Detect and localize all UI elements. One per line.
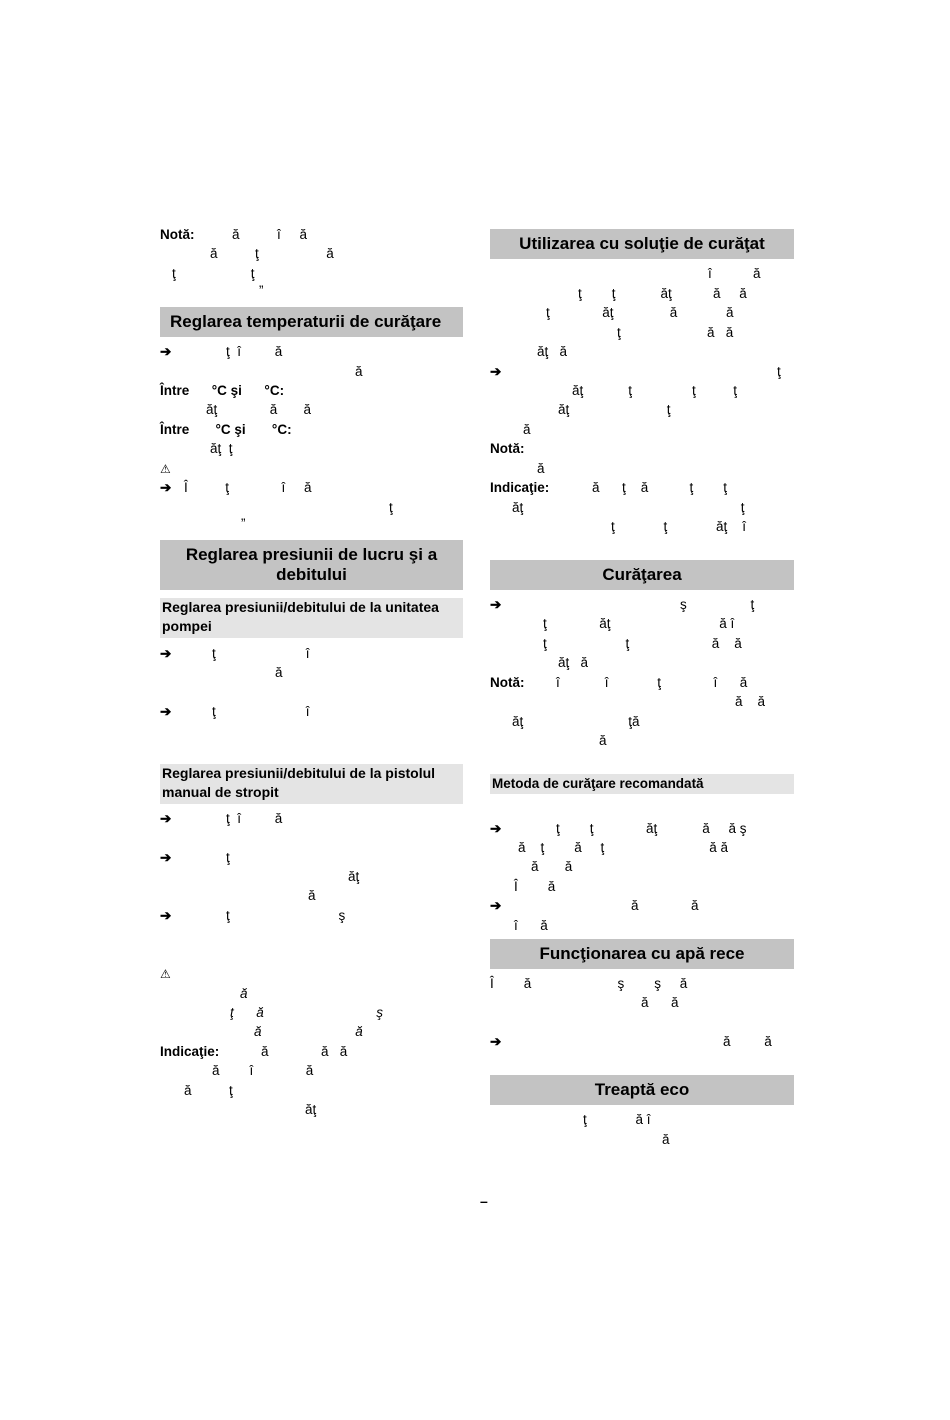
- text-line: ă: [308, 888, 316, 903]
- text-line: ţ: [389, 500, 393, 515]
- indicatie-label: Indicaţie:: [490, 480, 550, 495]
- text-line: ăţ ă: [558, 655, 589, 670]
- text-line: ţ ă ş: [230, 1005, 384, 1020]
- text-line: ţ î ă: [226, 344, 283, 359]
- nota-label: Notă:: [160, 227, 195, 242]
- text-line: ţ î ă: [226, 811, 283, 826]
- text-line: ţ ţ ăţ î: [611, 519, 747, 534]
- text-line: ăţ: [348, 869, 360, 884]
- text-line: ă î ă: [212, 1063, 314, 1078]
- text-line: ă ă: [735, 694, 766, 709]
- nota-text: ”: [259, 283, 264, 298]
- text-line: ţ î: [212, 646, 310, 661]
- arrow-icon: ➔: [490, 597, 502, 612]
- arrow-icon: ➔: [160, 480, 172, 495]
- text-line: ă ă: [723, 1034, 772, 1049]
- section-heading-eco: Treaptă eco: [490, 1075, 794, 1105]
- text-line: ă: [523, 422, 531, 437]
- text-line: ţ ăţ ă î: [543, 616, 735, 631]
- text-line: ă: [355, 364, 363, 379]
- text-line: î ă: [514, 918, 548, 933]
- text-line: ăţ ţ: [210, 441, 233, 456]
- text-line: ă ă: [631, 898, 699, 913]
- text-line: ăţ ţ: [558, 402, 671, 417]
- text-line: ş ţ: [680, 597, 755, 612]
- warning-icon: ⚠: [160, 462, 171, 476]
- text-line: Î ă ş ş ă: [490, 976, 688, 991]
- text-line: ăţ ţ ţ ţ: [572, 383, 738, 398]
- section-heading-pressure: Reglarea presiunii de lucru şi a debitului: [160, 540, 463, 590]
- section-heading-cold-water: Funcţionarea cu apă rece: [490, 939, 794, 969]
- text-line: ţ ţ ăţ ă ă ş: [556, 821, 747, 836]
- range-label: Între °C şi °C:: [160, 422, 292, 437]
- arrow-icon: ➔: [490, 364, 502, 379]
- section-heading-solution: Utilizarea cu soluţie de curăţat: [490, 229, 794, 259]
- text-line: ă ţ ă ţ ţ: [592, 480, 728, 495]
- nota-label: Notă:: [490, 675, 525, 690]
- section-heading-cleaning: Curăţarea: [490, 560, 794, 590]
- range-label: Între °C şi °C:: [160, 383, 285, 398]
- text-line: ă ă: [254, 1024, 363, 1039]
- arrow-icon: ➔: [160, 908, 172, 923]
- subheading-method: Metoda de curăţare recomandată: [490, 774, 794, 794]
- text-line: ţ ţ ăţ ă ă: [578, 286, 747, 301]
- text-line: ”: [241, 516, 246, 531]
- text-line: ă ţ ă ţ ă ă: [518, 840, 729, 855]
- nota-text: ă î ă: [232, 227, 308, 242]
- text-line: Î ţ î ă: [184, 480, 312, 495]
- text-line: ă: [599, 733, 607, 748]
- text-line: ţ ă ă: [617, 325, 734, 340]
- text-line: ţ ş: [226, 908, 346, 923]
- text-line: î î ţ î ă: [556, 675, 748, 690]
- arrow-icon: ➔: [490, 1034, 502, 1049]
- arrow-icon: ➔: [490, 821, 502, 836]
- arrow-icon: ➔: [160, 850, 172, 865]
- text-line: Î ă: [514, 879, 556, 894]
- warning-icon: ⚠: [160, 967, 171, 981]
- subheading-gun: Reglarea presiunii/debitului de la pistolul manual de stropit: [160, 764, 463, 804]
- arrow-icon: ➔: [160, 811, 172, 826]
- page-number-mark: –: [480, 1193, 488, 1209]
- text-line: ă ă ă: [261, 1044, 348, 1059]
- text-line: ţ ţ ă ă: [543, 636, 742, 651]
- text-line: ă: [662, 1132, 670, 1147]
- indicatie-label: Indicaţie:: [160, 1044, 220, 1059]
- text-line: ăţ ă: [537, 344, 568, 359]
- arrow-icon: ➔: [160, 704, 172, 719]
- subheading-pump: Reglarea presiunii/debitului de la unitatea pompei: [160, 598, 463, 638]
- text-line: ă: [537, 461, 545, 476]
- text-line: ă ă: [641, 995, 679, 1010]
- text-line: ăţ ţă: [512, 714, 640, 729]
- text-line: ţ: [226, 850, 230, 865]
- text-line: ţ: [777, 364, 781, 379]
- text-line: ăţ: [305, 1102, 317, 1117]
- text-line: î ă: [708, 266, 761, 281]
- text-line: ă ă: [531, 859, 573, 874]
- text-line: ţ ăţ ă ă: [546, 305, 734, 320]
- nota-label: Notă:: [490, 441, 525, 456]
- text-line: ăţ ţ: [512, 500, 745, 515]
- nota-text: ţ ţ: [172, 266, 255, 281]
- text-line: ă: [275, 665, 283, 680]
- text-line: ţ î: [212, 704, 310, 719]
- arrow-icon: ➔: [160, 344, 172, 359]
- section-heading-temperature: Reglarea temperaturii de curăţare: [160, 307, 463, 337]
- text-line: ă: [240, 986, 248, 1001]
- arrow-icon: ➔: [160, 646, 172, 661]
- text-line: ă ţ: [184, 1083, 233, 1098]
- arrow-icon: ➔: [490, 898, 502, 913]
- text-line: ăţ ă ă: [206, 402, 312, 417]
- nota-text: ă ţ ă: [210, 246, 334, 261]
- text-line: ţ ă î: [583, 1112, 651, 1127]
